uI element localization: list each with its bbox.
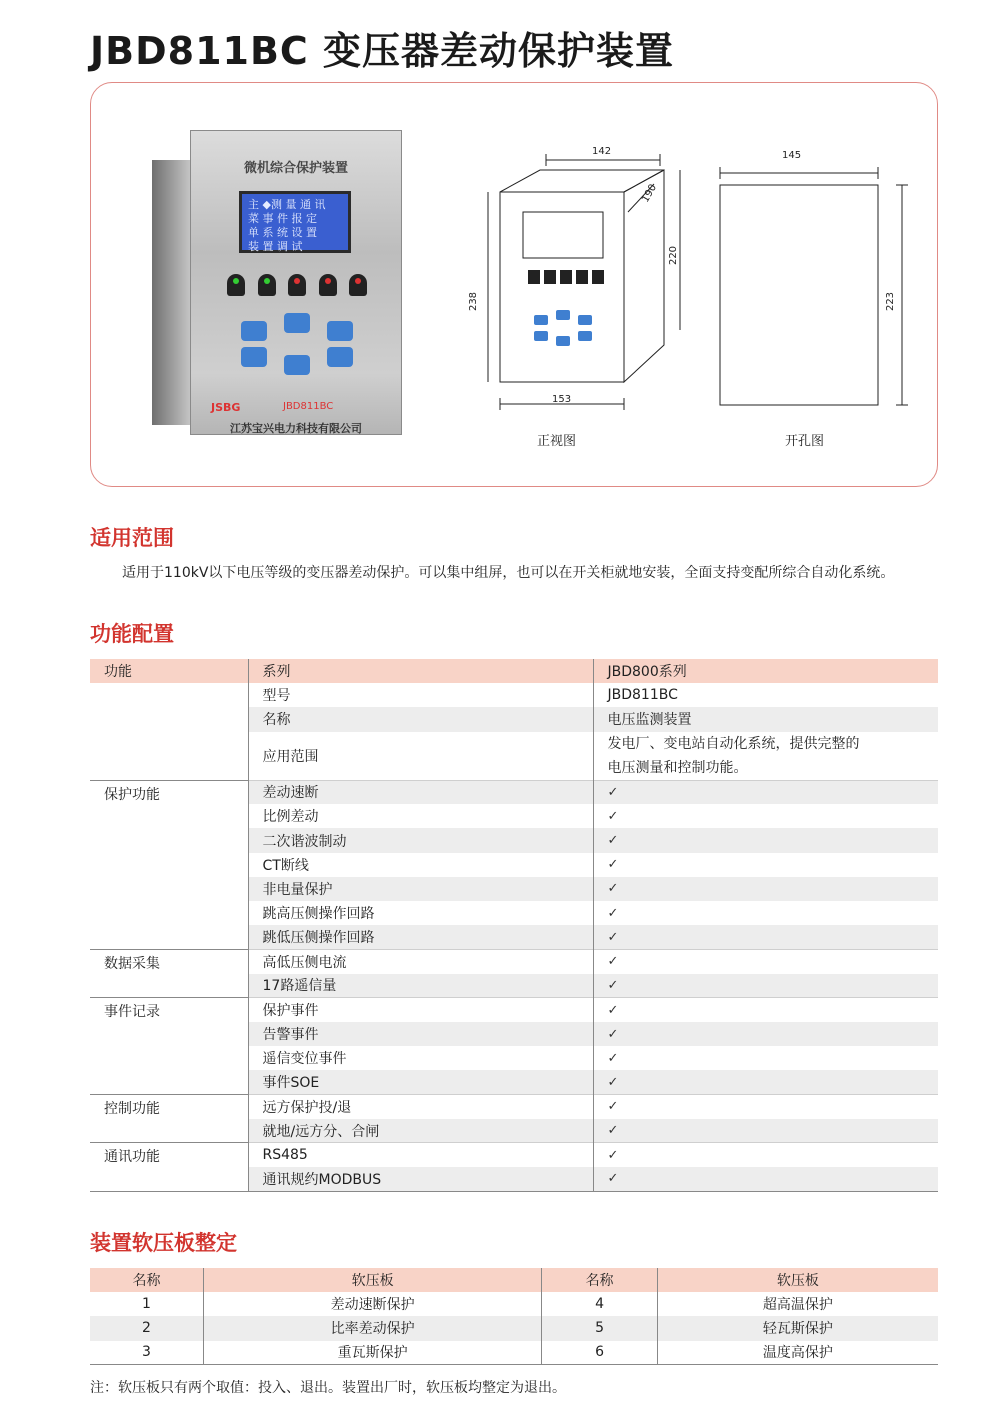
check-icon: ✓	[593, 1143, 938, 1167]
group-cell	[90, 1046, 248, 1070]
soft-plate-table	[90, 1268, 938, 1365]
item-cell: 通讯规约MODBUS	[248, 1167, 593, 1191]
dim-bottom: 153	[552, 394, 572, 405]
group-cell	[90, 1022, 248, 1046]
group-cell: 控制功能	[90, 1095, 248, 1119]
item-cell: 跳低压侧操作回路	[248, 925, 593, 949]
key-down-icon	[284, 355, 310, 375]
device-model: JBD811BC	[283, 401, 334, 412]
value-cell: 电压监测装置	[593, 707, 938, 731]
header-cell: 系列	[248, 659, 593, 683]
lcd-line: 装 置 调 试	[248, 240, 303, 253]
device-lcd	[239, 191, 351, 253]
item-cell: 高低压侧电流	[248, 949, 593, 973]
header-cell: 软压板	[657, 1268, 938, 1292]
group-cell: 事件记录	[90, 998, 248, 1022]
check-icon: ✓	[593, 1070, 938, 1094]
lcd-line: 单 系 统 设 置	[248, 226, 317, 239]
item-cell: 应用范围	[248, 732, 593, 781]
group-cell	[90, 804, 248, 828]
table-row	[90, 1292, 938, 1316]
table-cell: 比率差动保护	[203, 1316, 541, 1340]
group-cell	[90, 828, 248, 852]
device-front	[190, 130, 402, 435]
led-icon	[288, 274, 306, 296]
dim-height: 238	[468, 291, 480, 312]
check-icon: ✓	[593, 1167, 938, 1191]
table-row	[90, 1070, 938, 1094]
item-cell: 差动速断	[248, 780, 593, 804]
cutout-caption: 开孔图	[785, 434, 825, 449]
table-cell: 2	[90, 1316, 203, 1340]
table-row	[90, 1095, 938, 1119]
functions-title: 功能配置	[90, 622, 174, 646]
check-icon: ✓	[593, 901, 938, 925]
header-cell: 功能	[90, 659, 248, 683]
lcd-line: 菜 事 件 报 定	[248, 212, 317, 225]
table-row	[90, 1167, 938, 1191]
item-cell: 跳高压侧操作回路	[248, 901, 593, 925]
group-cell: 通讯功能	[90, 1143, 248, 1167]
key-icon	[327, 347, 353, 367]
cutout-drawing	[712, 155, 917, 415]
item-cell: 非电量保护	[248, 877, 593, 901]
item-cell: 二次谐波制动	[248, 828, 593, 852]
group-cell	[90, 877, 248, 901]
table-row	[90, 732, 938, 781]
table-row	[90, 804, 938, 828]
table-row	[90, 925, 938, 949]
lcd-line: 主 ◆测 量 通 讯	[248, 198, 326, 211]
key-icon	[241, 321, 267, 341]
soft-plate-title: 装置软压板整定	[90, 1231, 237, 1255]
item-cell: CT断线	[248, 853, 593, 877]
group-cell	[90, 853, 248, 877]
device-photo	[152, 130, 402, 435]
device-company: 江苏宝兴电力科技有限公司	[230, 422, 362, 435]
group-cell	[90, 901, 248, 925]
table-row	[90, 949, 938, 973]
group-cell	[90, 707, 248, 731]
item-cell: 告警事件	[248, 1022, 593, 1046]
check-icon: ✓	[593, 1095, 938, 1119]
table-row	[90, 683, 938, 707]
group-cell	[90, 1070, 248, 1094]
key-up-icon	[284, 313, 310, 333]
check-icon: ✓	[593, 853, 938, 877]
check-icon: ✓	[593, 949, 938, 973]
table-cell: 超高温保护	[657, 1292, 938, 1316]
item-cell: 保护事件	[248, 998, 593, 1022]
header-cell: 名称	[90, 1268, 203, 1292]
item-cell: 远方保护投/退	[248, 1095, 593, 1119]
group-cell: 保护功能	[90, 780, 248, 804]
group-cell	[90, 974, 248, 998]
check-icon: ✓	[593, 974, 938, 998]
led-icon	[258, 274, 276, 296]
dim-depth: 190	[640, 182, 660, 205]
table-cell: 温度高保护	[657, 1341, 938, 1365]
table-cell: 5	[542, 1316, 657, 1340]
group-cell	[90, 1167, 248, 1191]
item-cell: 事件SOE	[248, 1070, 593, 1094]
table-cell: 差动速断保护	[203, 1292, 541, 1316]
header-cell: 软压板	[203, 1268, 541, 1292]
page-title: JBD811BC 变压器差动保护装置	[90, 29, 675, 73]
check-icon: ✓	[593, 998, 938, 1022]
item-cell: 名称	[248, 707, 593, 731]
table-cell: 轻瓦斯保护	[657, 1316, 938, 1340]
table-row	[90, 853, 938, 877]
table-row	[90, 1022, 938, 1046]
item-cell: 比例差动	[248, 804, 593, 828]
table-cell: 3	[142, 1344, 151, 1361]
functions-table	[90, 659, 938, 1192]
table-row	[90, 974, 938, 998]
front-view-caption: 正视图	[537, 434, 577, 449]
table-row	[90, 707, 938, 731]
check-icon: ✓	[593, 877, 938, 901]
table-row	[90, 1046, 938, 1070]
front-view-drawing	[460, 140, 710, 420]
dim-height-inner: 220	[668, 245, 680, 266]
scope-title: 适用范围	[90, 526, 174, 550]
device-header: 微机综合保护装置	[243, 161, 348, 176]
device-keypad	[241, 321, 353, 379]
item-cell: RS485	[248, 1143, 593, 1167]
group-cell	[90, 1119, 248, 1143]
value-cell: JBD811BC	[593, 683, 938, 707]
table-row	[90, 828, 938, 852]
group-cell: 数据采集	[90, 949, 248, 973]
key-icon	[327, 321, 353, 341]
table-cell: 4	[542, 1292, 657, 1316]
check-icon: ✓	[593, 925, 938, 949]
group-cell	[90, 925, 248, 949]
item-cell: 遥信变位事件	[248, 1046, 593, 1070]
check-icon: ✓	[593, 804, 938, 828]
device-side	[152, 160, 192, 425]
dim-cutout-width: 145	[782, 150, 802, 161]
header-cell: JBD800系列	[593, 659, 938, 683]
device-brand: JSBG	[211, 401, 241, 414]
dim-top: 142	[592, 146, 612, 157]
led-icon	[227, 274, 245, 296]
table-cell: 1	[142, 1296, 151, 1313]
check-icon: ✓	[593, 1046, 938, 1070]
table-cell: 重瓦斯保护	[203, 1341, 541, 1365]
table-row	[90, 780, 938, 804]
device-leds	[227, 274, 367, 296]
item-cell: 17路遥信量	[248, 974, 593, 998]
table-row	[90, 1316, 938, 1340]
table-row	[90, 1341, 938, 1365]
table-cell: 6	[542, 1341, 657, 1365]
table-row	[90, 998, 938, 1022]
table-row	[90, 1119, 938, 1143]
check-icon: ✓	[593, 828, 938, 852]
item-cell: 就地/远方分、合闸	[248, 1119, 593, 1143]
table-row	[90, 877, 938, 901]
group-cell	[90, 683, 248, 707]
dim-cutout-height: 223	[885, 291, 897, 312]
key-icon	[241, 347, 267, 367]
check-icon: ✓	[593, 1022, 938, 1046]
table-header-row	[90, 659, 938, 683]
scope-text: 适用于110kV以下电压等级的变压器差动保护。可以集中组屏，也可以在开关柜就地安装，全面支持变配所综合自动化系统。	[122, 565, 895, 581]
footnote: 注：软压板只有两个取值：投入、退出。装置出厂时，软压板均整定为退出。	[90, 1380, 566, 1396]
check-icon: ✓	[593, 780, 938, 804]
group-cell	[90, 732, 248, 781]
header-cell: 名称	[542, 1268, 657, 1292]
table-row	[90, 1143, 938, 1167]
check-icon: ✓	[593, 1119, 938, 1143]
value-cell: 发电厂、变电站自动化系统，提供完整的电压测量和控制功能。	[593, 732, 938, 781]
led-icon	[319, 274, 337, 296]
led-icon	[349, 274, 367, 296]
table-row	[90, 901, 938, 925]
item-cell: 型号	[248, 683, 593, 707]
table-header-row	[90, 1268, 938, 1292]
